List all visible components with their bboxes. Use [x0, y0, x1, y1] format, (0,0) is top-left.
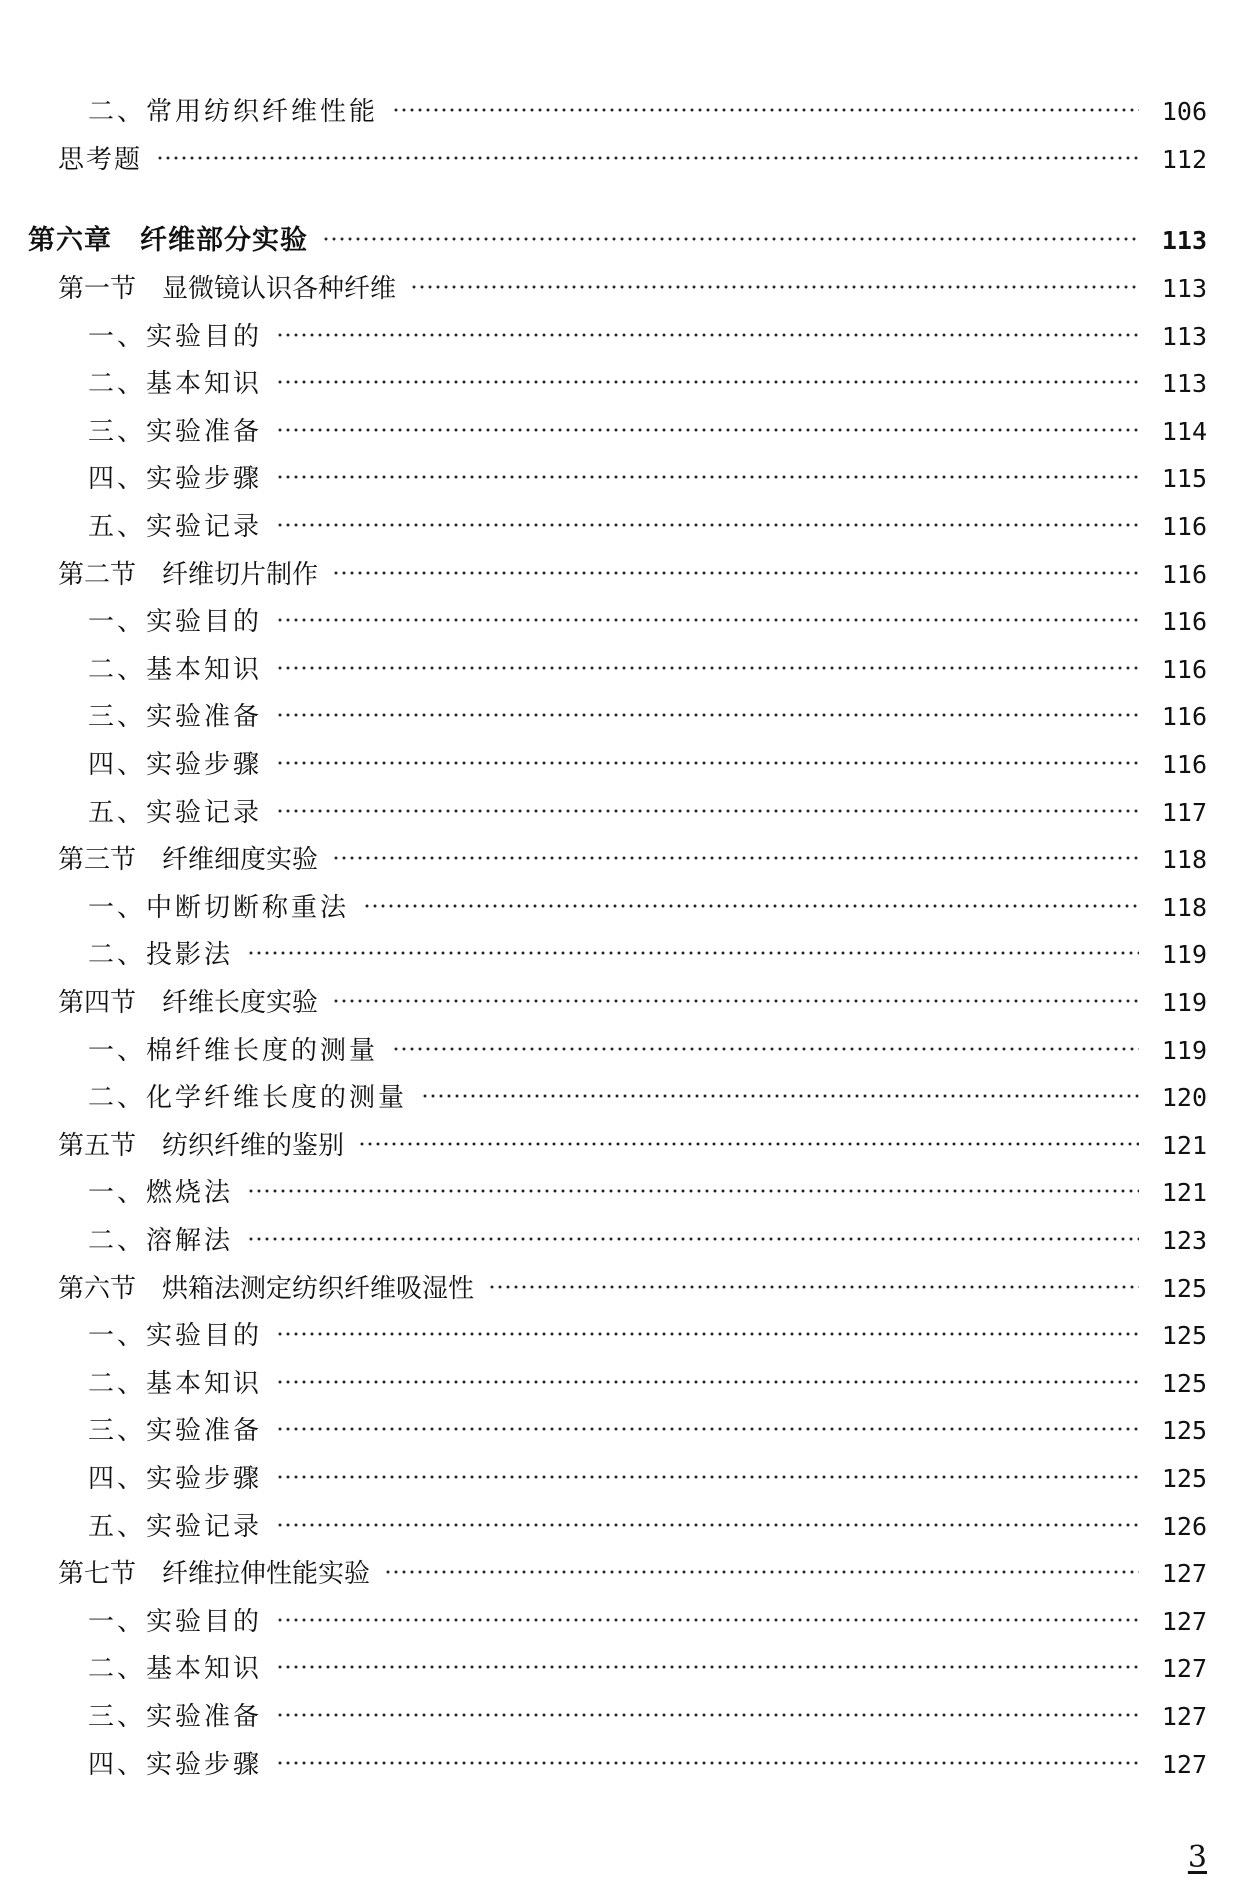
toc-entry-title: 第五节 纺织纤维的鉴别 [58, 1130, 345, 1161]
dot-leader [276, 1323, 1139, 1345]
dot-leader [384, 1561, 1139, 1583]
toc-entry-title: 第三节 纤维细度实验 [58, 845, 319, 876]
toc-entry-title: 三、实验准备 [88, 1702, 263, 1733]
dot-leader [276, 1656, 1139, 1678]
toc-entry-item [88, 888, 1207, 928]
toc-entry-item [88, 364, 1207, 404]
dot-leader [247, 1180, 1139, 1202]
toc-entry-page: 125 [1161, 1368, 1207, 1398]
toc-entry-page: 116 [1161, 512, 1207, 542]
toc-entry-title: 第六节 烘箱法测定纺织纤维吸湿性 [58, 1273, 475, 1304]
toc-entry-title: 一、棉纤维长度的测量 [88, 1035, 379, 1066]
toc-entry-item [88, 459, 1207, 499]
toc-entry-page: 125 [1161, 1273, 1207, 1303]
toc-entry-title: 三、实验准备 [88, 1416, 263, 1447]
toc-entry-section [58, 269, 1207, 309]
dot-leader [276, 752, 1139, 774]
dot-leader [276, 1609, 1139, 1631]
toc-entry-page: 117 [1161, 797, 1207, 827]
toc-entry-item [88, 1364, 1207, 1404]
toc-entry-title: 五、实验记录 [88, 512, 263, 543]
dot-leader [392, 1038, 1139, 1060]
toc-entry-page: 119 [1161, 940, 1207, 970]
toc-entry-page: 127 [1161, 1702, 1207, 1732]
dot-leader [247, 942, 1139, 964]
toc-entry-item [88, 1649, 1207, 1689]
toc-entry-title: 三、实验准备 [88, 416, 263, 447]
toc-entry-page: 113 [1161, 321, 1207, 351]
toc-entry-title: 四、实验步骤 [88, 1464, 263, 1495]
toc-entry-page: 119 [1161, 988, 1207, 1018]
toc-entry-page: 121 [1161, 1178, 1207, 1208]
dot-leader [276, 1466, 1139, 1488]
toc-entry-title: 思考题 [58, 144, 143, 175]
dot-leader [247, 1228, 1139, 1250]
toc-entry-title: 一、实验目的 [88, 607, 263, 638]
dot-leader [276, 1371, 1139, 1393]
toc-entry-item [88, 1602, 1207, 1642]
toc-entry-title: 第六章 纤维部分实验 [28, 225, 308, 257]
toc-entry-item [88, 507, 1207, 547]
toc-entry-title: 二、基本知识 [88, 1368, 263, 1399]
toc-entry-title: 一、实验目的 [88, 1321, 263, 1352]
toc-entry-page: 119 [1161, 1035, 1207, 1065]
toc-entry-page: 113 [1161, 369, 1207, 399]
toc-entry-top [58, 140, 1207, 180]
toc-entry-page: 112 [1161, 144, 1207, 174]
dot-leader [276, 1752, 1139, 1774]
toc-entry-page: 106 [1161, 97, 1207, 126]
toc-entry-title: 一、实验目的 [88, 1606, 263, 1637]
toc-entry-page: 125 [1161, 1464, 1207, 1494]
toc-entry-item [88, 745, 1207, 785]
dot-leader [276, 371, 1139, 393]
toc-entry-item [88, 697, 1207, 737]
toc-entry-title: 五、实验记录 [88, 797, 263, 828]
toc-entry-item [88, 1745, 1207, 1785]
toc-entry-page: 118 [1161, 892, 1207, 922]
toc-entry-title: 二、基本知识 [88, 369, 263, 400]
toc-entry-title: 三、实验准备 [88, 702, 263, 733]
toc-entry-page: 120 [1161, 1083, 1207, 1113]
toc-entry-item [88, 602, 1207, 642]
dot-leader [363, 895, 1139, 917]
toc-entry-section [58, 840, 1207, 880]
dot-leader [421, 1085, 1139, 1107]
toc-entry-section [58, 1269, 1207, 1309]
toc-entry-page: 127 [1161, 1654, 1207, 1684]
dot-leader [332, 990, 1139, 1012]
toc-entry-section [58, 983, 1207, 1023]
toc-entry-page: 116 [1161, 750, 1207, 780]
dot-leader [392, 99, 1139, 121]
dot-leader [276, 657, 1139, 679]
dot-leader [358, 1133, 1139, 1155]
toc-entry-title: 四、实验步骤 [88, 464, 263, 495]
toc-entry-item [88, 935, 1207, 975]
dot-leader [276, 419, 1139, 441]
dot-leader [488, 1276, 1139, 1298]
toc-entry-item [88, 1173, 1207, 1213]
dot-leader [276, 324, 1139, 346]
toc-entry-title: 二、化学纤维长度的测量 [88, 1083, 408, 1114]
dot-leader [276, 1418, 1139, 1440]
toc-entry-title: 二、基本知识 [88, 654, 263, 685]
toc-entry-title: 第二节 纤维切片制作 [58, 559, 319, 590]
toc-entry-item [88, 1411, 1207, 1451]
toc-entry-title: 一、实验目的 [88, 321, 263, 352]
toc-entry-page: 113 [1161, 274, 1207, 304]
dot-leader [276, 466, 1139, 488]
dot-leader [276, 609, 1139, 631]
toc-entry-section [58, 1554, 1207, 1594]
toc-entry-page: 116 [1161, 607, 1207, 637]
toc-entry-title: 第一节 显微镜认识各种纤维 [58, 274, 397, 305]
toc-entry-title: 第七节 纤维拉伸性能实验 [58, 1559, 371, 1590]
toc-entry-page: 116 [1161, 654, 1207, 684]
toc-entry-item [88, 1031, 1207, 1071]
toc-entry-page: 127 [1161, 1749, 1207, 1779]
page-number: 3 [1187, 1840, 1207, 1875]
toc-entry-page: 127 [1161, 1559, 1207, 1589]
toc-entry-item [88, 412, 1207, 452]
toc-entry-item [88, 1316, 1207, 1356]
toc-entry-item [88, 92, 1207, 132]
toc-entry-page: 127 [1161, 1606, 1207, 1636]
toc-entry-page: 118 [1161, 845, 1207, 875]
toc-entry-title: 四、实验步骤 [88, 750, 263, 781]
toc-entry-item [88, 1697, 1207, 1737]
dot-leader [276, 704, 1139, 726]
toc-entry-page: 125 [1161, 1321, 1207, 1351]
toc-entry-section [58, 555, 1207, 595]
toc-entry-item [88, 1507, 1207, 1547]
toc-entry-page: 116 [1161, 559, 1207, 589]
toc-entry-page: 115 [1161, 464, 1207, 494]
toc-entry-page: 123 [1161, 1226, 1207, 1256]
toc-entry-item [88, 1459, 1207, 1499]
dot-leader [276, 514, 1139, 536]
toc-entry-title: 二、常用纺织纤维性能 [88, 97, 379, 127]
toc-entry-page: 121 [1161, 1130, 1207, 1160]
toc-entry-page: 116 [1161, 702, 1207, 732]
toc-entry-item [88, 1221, 1207, 1261]
dot-leader [322, 228, 1139, 250]
dot-leader [332, 847, 1139, 869]
toc-entry-page: 126 [1161, 1511, 1207, 1541]
dot-leader [332, 562, 1139, 584]
toc-entry-page: 113 [1161, 226, 1207, 256]
toc-entry-title: 五、实验记录 [88, 1511, 263, 1542]
dot-leader [276, 1704, 1139, 1726]
toc-entry-title: 二、基本知识 [88, 1654, 263, 1685]
dot-leader [156, 147, 1139, 169]
toc-entry-section [58, 1126, 1207, 1166]
toc-entry-title: 一、燃烧法 [88, 1178, 234, 1209]
toc-entry-item [88, 650, 1207, 690]
toc-entry-title: 二、投影法 [88, 940, 234, 971]
dot-leader [276, 800, 1139, 822]
dot-leader [410, 276, 1139, 298]
toc-entry-title: 一、中断切断称重法 [88, 892, 350, 923]
toc-entry-title: 四、实验步骤 [88, 1749, 263, 1780]
toc-entry-title: 二、溶解法 [88, 1226, 234, 1257]
dot-leader [276, 1514, 1139, 1536]
toc-entry-page: 125 [1161, 1416, 1207, 1446]
toc-entry-item [88, 793, 1207, 833]
toc-entry-title: 第四节 纤维长度实验 [58, 988, 319, 1019]
toc-entry-chapter [28, 221, 1207, 261]
toc-entry-item [88, 1078, 1207, 1118]
toc-entry-page: 114 [1161, 416, 1207, 446]
toc-entry-item [88, 317, 1207, 357]
